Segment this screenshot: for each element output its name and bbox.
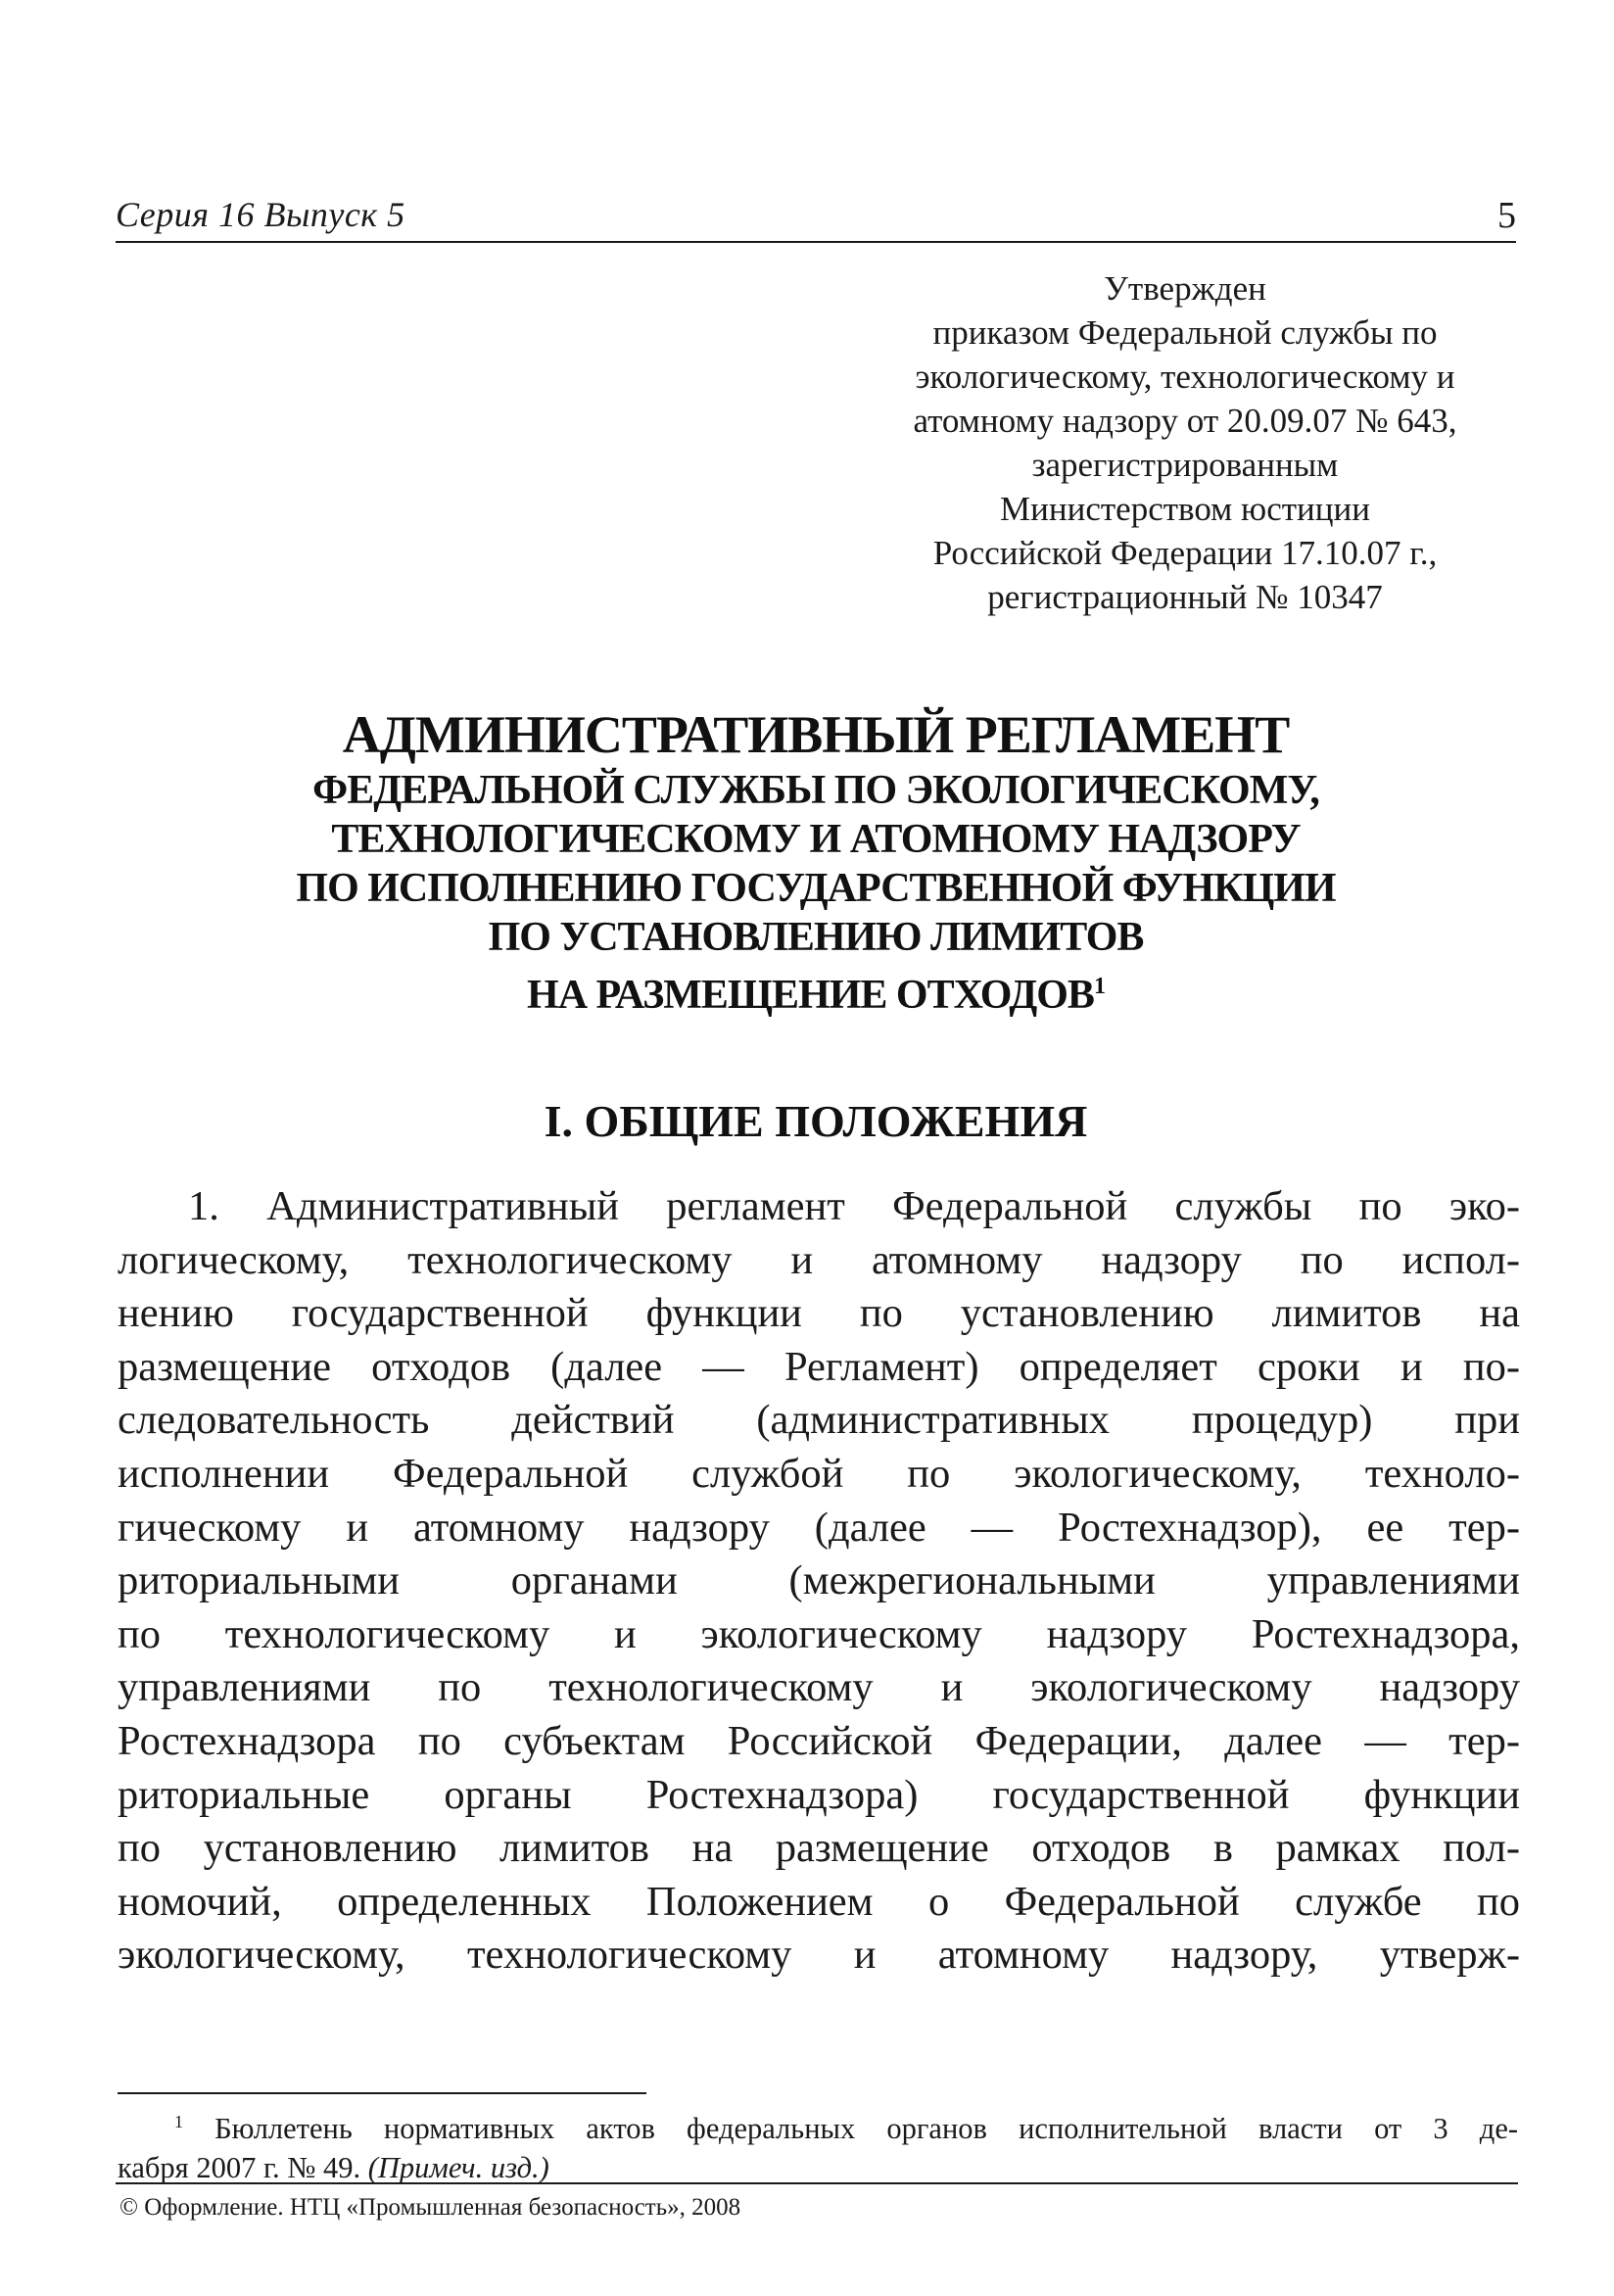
approval-block xyxy=(842,266,1528,619)
page-header xyxy=(116,192,1516,243)
title-main: АДМИНИСТРАТИВНЫЙ РЕГЛАМЕНТ xyxy=(342,705,1290,764)
approval-line: Утвержден xyxy=(1104,269,1266,308)
title-line: ПО УСТАНОВЛЕНИЮ ЛИМИТОВ xyxy=(488,915,1144,960)
approval-line: Министерством юстиции xyxy=(1000,490,1370,528)
title-line-last xyxy=(116,962,1516,1020)
footnote-marker: 1 xyxy=(1093,974,1105,999)
footnote-divider xyxy=(118,2092,646,2094)
body-line: гическому и атомному надзору (далее — Ростехнадзор), ее тер- xyxy=(118,1504,1520,1551)
approval-line: приказом Федеральной службы по xyxy=(932,313,1438,352)
approval-line: атомному надзору от 20.09.07 № 643, xyxy=(913,402,1457,440)
publisher-note: (Примеч. изд.) xyxy=(367,2151,549,2185)
body-line: следовательность действий (административных процедур) при xyxy=(118,1397,1520,1444)
body-line: Ростехнадзора по субъектам Российской Федерации, далее — тер- xyxy=(118,1717,1520,1764)
copyright-notice: © Оформление. НТЦ «Промышленная безопасность», 2008 xyxy=(119,2194,741,2221)
approval-line: регистрационный № 10347 xyxy=(987,578,1383,616)
bottom-divider xyxy=(116,2182,1518,2184)
approval-line: Российской Федерации 17.10.07 г., xyxy=(932,534,1438,572)
approval-line: экологическому, технологическому и xyxy=(915,358,1455,396)
body-line: исполнении Федеральной службой по экологическому, техноло- xyxy=(118,1450,1520,1497)
body-line: нению государственной функции по установлению лимитов на xyxy=(118,1290,1520,1337)
footnote xyxy=(118,2102,1518,2187)
body-line: экологическому, технологическому и атомному надзору, утверж- xyxy=(118,1932,1520,1979)
body-line: риториальными органами (межрегиональными управлениями xyxy=(118,1557,1520,1604)
footnote-number: 1 xyxy=(174,2112,183,2131)
title-line: ТЕХНОЛОГИЧЕСКОМУ И АТОМНОМУ НАДЗОРУ xyxy=(331,817,1301,862)
title-line: ПО ИСПОЛНЕНИЮ ГОСУДАРСТВЕННОЙ ФУНКЦИИ xyxy=(296,866,1336,911)
body-line: управлениями по технологическому и экологическому надзору xyxy=(118,1664,1520,1711)
document-title xyxy=(116,703,1516,1020)
body-line: номочий, определенных Положением о Федеральной службе по xyxy=(118,1878,1520,1925)
approval-line: зарегистрированным xyxy=(1031,446,1339,484)
body-paragraph xyxy=(118,1180,1520,1983)
body-line: риториальные органы Ростехнадзора) государственной функции xyxy=(118,1771,1520,1818)
footnote-text: кабря 2007 г. № 49. xyxy=(118,2151,361,2185)
section-heading: I. ОБЩИЕ ПОЛОЖЕНИЯ xyxy=(544,1096,1088,1146)
body-line: 1. Административный регламент Федеральной службы по эко- xyxy=(188,1183,1520,1229)
body-line: по установлению лимитов на размещение отходов в рамках пол- xyxy=(118,1825,1520,1872)
page-number: 5 xyxy=(1497,195,1516,236)
body-line: по технологическому и экологическому надзору Ростехнадзора, xyxy=(118,1610,1520,1657)
body-line: логическому, технологическому и атомному надзору по испол- xyxy=(118,1236,1520,1283)
title-line: НА РАЗМЕЩЕНИЕ ОТХОДОВ xyxy=(527,973,1094,1018)
body-line: размещение отходов (далее — Регламент) определяет сроки и по- xyxy=(118,1343,1520,1390)
footnote-line xyxy=(118,2102,1518,2148)
title-line: ФЕДЕРАЛЬНОЙ СЛУЖБЫ ПО ЭКОЛОГИЧЕСКОМУ, xyxy=(312,768,1319,813)
series-label: Серия 16 Выпуск 5 xyxy=(116,195,405,234)
footnote-text: Бюллетень нормативных актов федеральных органов исполнительной власти от 3 де- xyxy=(214,2112,1519,2146)
